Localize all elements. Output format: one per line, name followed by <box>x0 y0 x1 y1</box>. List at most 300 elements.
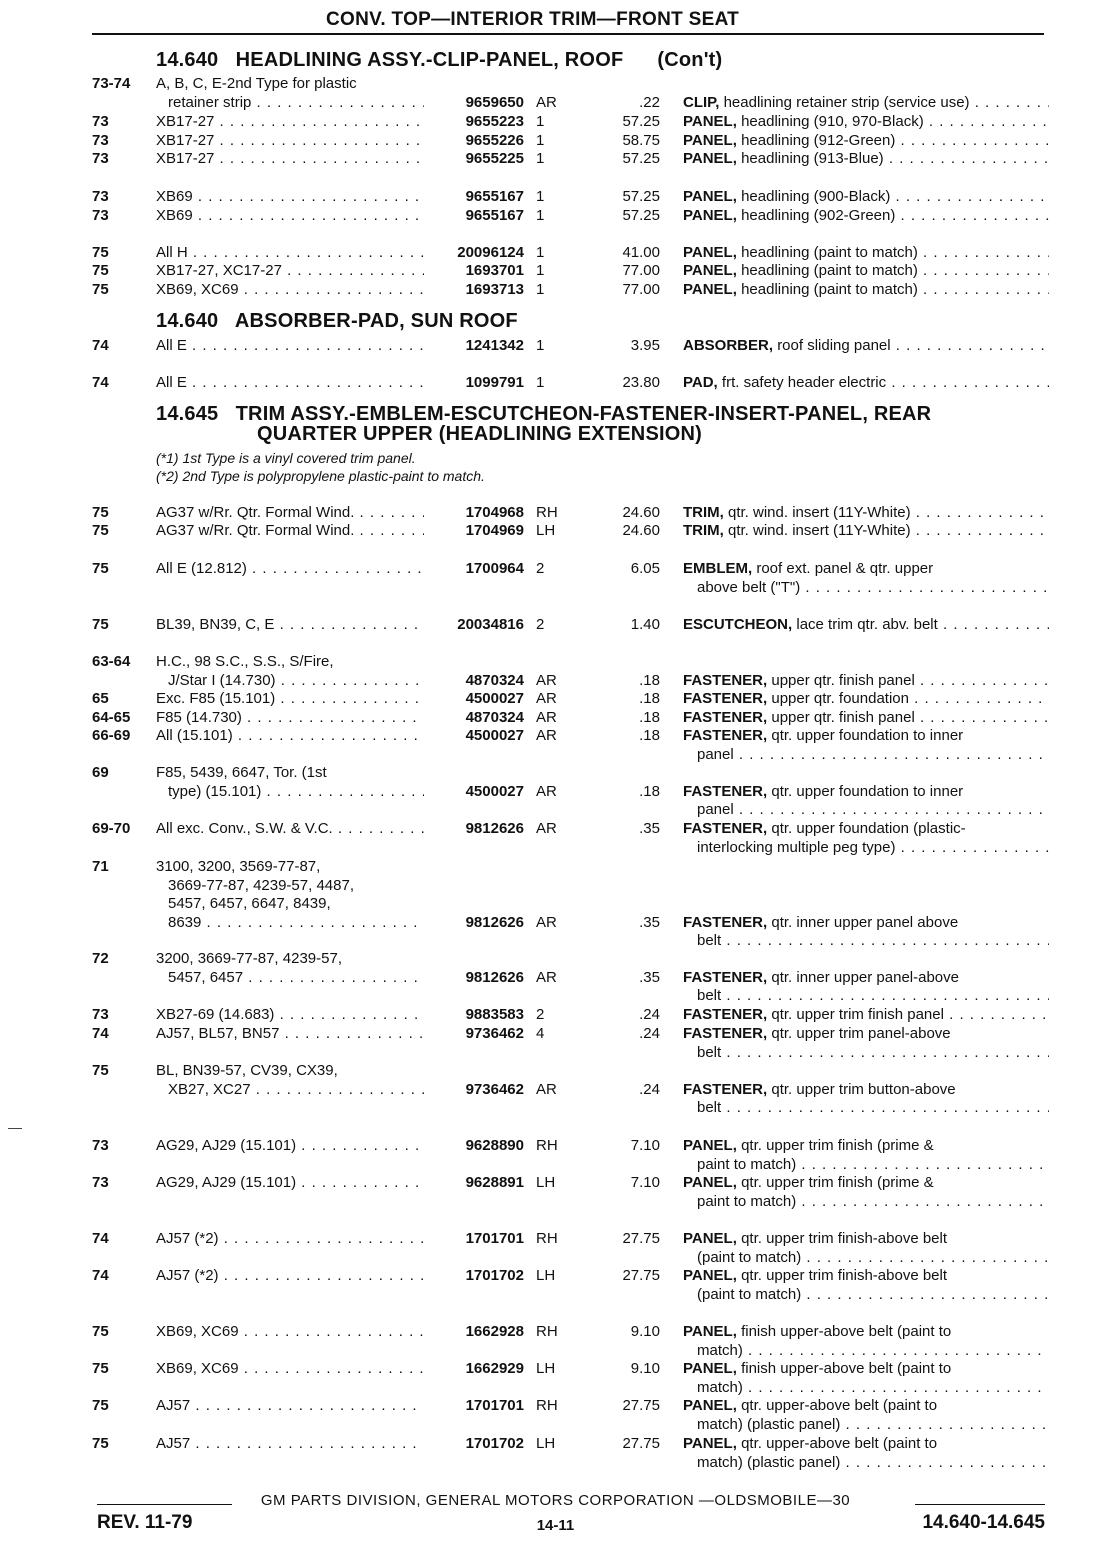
description-line <box>683 1193 1049 1212</box>
price: 3.95 <box>630 337 660 354</box>
description-line <box>683 709 1049 728</box>
part-description <box>683 1360 1049 1397</box>
description-line <box>683 1137 1049 1156</box>
part-name: FASTENER, <box>683 968 768 986</box>
header-rule <box>92 33 1044 35</box>
part-name: PANEL, <box>683 1323 737 1340</box>
year-range: 73 <box>92 150 109 167</box>
description-line <box>683 801 1049 820</box>
description-text: headlining (900-Black) <box>741 188 891 205</box>
margin-mark <box>8 1128 22 1129</box>
part-number: 9655226 <box>465 132 524 149</box>
model-application <box>156 1397 424 1416</box>
model-line: AJ57 (*2) . . . <box>156 1230 424 1249</box>
year-range: 73 <box>92 207 109 224</box>
model-application <box>156 132 424 151</box>
price: 57.25 <box>622 188 660 205</box>
part-number: 9812626 <box>465 968 524 986</box>
year-range: 75 <box>92 522 109 539</box>
description-text: panel <box>697 745 734 763</box>
model-line: All H . . . <box>156 244 424 263</box>
description-text: headlining (paint to match) <box>741 281 918 298</box>
part-description <box>683 337 1049 356</box>
model-application <box>156 820 424 839</box>
model-line: All E . . . <box>156 337 424 356</box>
year-range: 74 <box>92 1230 109 1247</box>
year-range: 73 <box>92 188 109 205</box>
part-description <box>683 262 1049 281</box>
description-line <box>683 337 1049 356</box>
description-line <box>683 1081 1049 1100</box>
description-text: interlocking multiple peg type) <box>697 838 896 856</box>
description-text: finish upper-above belt (paint to <box>741 1360 952 1377</box>
part-number: 1701702 <box>465 1267 524 1284</box>
description-line <box>683 1360 1049 1379</box>
part-name: PANEL, <box>683 188 737 205</box>
model-application <box>156 560 424 579</box>
part-number: 9628891 <box>465 1174 524 1191</box>
year-range: 73 <box>92 1137 109 1154</box>
price: 57.25 <box>622 207 660 224</box>
part-description <box>683 1397 1049 1434</box>
description-line <box>683 839 1049 858</box>
part-description <box>683 1081 1049 1118</box>
model-line: 5457, 6457, 6647, 8439, <box>168 895 331 912</box>
part-number: 9655167 <box>465 188 524 205</box>
description-line <box>683 281 1049 300</box>
description-text: panel <box>697 801 734 818</box>
description-line <box>683 1249 1049 1268</box>
part-name: PANEL, <box>683 1267 737 1284</box>
model-application <box>156 1062 424 1099</box>
part-name: PANEL, <box>683 262 737 279</box>
part-name: TRIM, <box>683 504 724 521</box>
part-number: 20096124 <box>457 244 524 261</box>
description-text: upper qtr. finish panel <box>771 671 915 689</box>
year-range: 75 <box>92 281 109 298</box>
description-line <box>683 244 1049 263</box>
description-line <box>683 1230 1049 1249</box>
year-range: 75 <box>92 504 109 521</box>
part-name: EMBLEM, <box>683 560 753 577</box>
quantity: AR <box>536 727 557 744</box>
part-number: 9812626 <box>465 820 524 837</box>
price: 6.05 <box>630 560 660 577</box>
model-application <box>156 616 424 635</box>
part-name: ABSORBER, <box>683 337 774 354</box>
part-number: 9628890 <box>465 1137 524 1154</box>
description-line <box>683 1099 1049 1118</box>
year-range: 75 <box>92 1397 109 1414</box>
part-name: ESCUTCHEON, <box>683 616 793 633</box>
model-line: AJ57, BL57, BN57 . . . <box>156 1025 424 1044</box>
part-name: CLIP, <box>683 93 720 111</box>
price: .24 <box>639 1006 660 1023</box>
year-range: 73-74 <box>92 75 131 92</box>
price: 9.10 <box>630 1323 660 1340</box>
year-range: 75 <box>92 560 109 577</box>
year-range: 73 <box>92 1174 109 1191</box>
model-line: 3669-77-87, 4239-57, 4487, <box>168 876 354 894</box>
description-line <box>683 690 1049 709</box>
description-text: qtr. upper foundation to inner <box>771 727 964 744</box>
description-line <box>683 1286 1049 1305</box>
price: 57.25 <box>622 113 660 130</box>
part-description <box>683 727 1049 764</box>
part-description <box>683 690 1049 709</box>
part-name: FASTENER, <box>683 820 768 837</box>
description-text: headlining (912-Green) <box>741 132 896 149</box>
model-application <box>156 150 424 169</box>
part-number: 4870324 <box>465 671 524 689</box>
part-number: 1700964 <box>465 560 524 577</box>
description-line <box>683 1006 1049 1025</box>
model-line: BL, BN39-57, CV39, CX39, <box>156 1062 338 1079</box>
model-line: All E . . . <box>156 374 424 393</box>
description-line <box>683 914 1049 933</box>
description-text: (paint to match) <box>697 1248 802 1266</box>
part-description <box>683 1435 1049 1472</box>
description-line <box>683 616 1049 635</box>
part-description <box>683 969 1049 1006</box>
quantity: 1 <box>536 113 545 130</box>
price: 58.75 <box>622 132 660 149</box>
footer-page-number: 14-11 <box>536 1517 575 1534</box>
model-application <box>156 1025 424 1044</box>
quantity: RH <box>536 1137 558 1154</box>
quantity: AR <box>536 709 557 726</box>
description-text: belt <box>697 932 722 949</box>
quantity: 1 <box>536 374 545 391</box>
part-number: 9659650 <box>465 93 524 111</box>
description-text: above belt ("T") <box>697 578 801 596</box>
part-description <box>683 207 1049 226</box>
part-name: PANEL, <box>683 281 737 298</box>
description-line <box>683 1323 1049 1342</box>
year-range: 74 <box>92 1025 109 1042</box>
description-text: belt <box>697 1043 722 1061</box>
price: .18 <box>639 671 660 689</box>
description-line <box>683 188 1049 207</box>
description-text: finish upper-above belt (paint to <box>741 1323 952 1340</box>
description-line <box>683 783 1049 802</box>
page-header-title: CONV. TOP—INTERIOR TRIM—FRONT SEAT <box>326 9 740 30</box>
description-line <box>683 1416 1049 1435</box>
part-name: PANEL, <box>683 1230 737 1247</box>
description-text: qtr. upper foundation (plastic- <box>771 820 966 837</box>
model-application <box>156 113 424 132</box>
price: .18 <box>639 690 660 707</box>
price: 7.10 <box>630 1174 660 1191</box>
description-text: qtr. upper-above belt (paint to <box>741 1397 938 1414</box>
description-text: headlining (913-Blue) <box>741 150 884 167</box>
part-name: PANEL, <box>683 1174 737 1191</box>
part-number: 4500027 <box>465 690 524 707</box>
year-range: 74 <box>92 374 109 391</box>
model-application <box>156 1230 424 1249</box>
model-application <box>156 504 424 523</box>
description-text: headlining retainer strip (service use) <box>723 93 970 111</box>
part-description <box>683 113 1049 132</box>
model-application <box>156 727 424 746</box>
section-continued-label: (Con't) <box>657 49 723 71</box>
description-line <box>683 1044 1049 1063</box>
quantity: LH <box>536 1360 556 1377</box>
part-number: 4500027 <box>465 727 524 744</box>
model-application <box>156 1360 424 1379</box>
model-line: All exc. Conv., S.W. & V.C. . . . <box>156 820 424 839</box>
model-application <box>156 522 424 541</box>
footer-section-range: 14.640-14.645 <box>922 1512 1045 1533</box>
description-text: paint to match) <box>697 1192 797 1210</box>
part-name: TRIM, <box>683 522 724 539</box>
model-line: XB17-27 . . . <box>156 132 424 151</box>
year-range: 69-70 <box>92 820 131 837</box>
model-line: 5457, 6457 . . . <box>156 969 424 988</box>
quantity: RH <box>536 1397 558 1414</box>
part-number: 4870324 <box>465 709 524 726</box>
price: 9.10 <box>630 1360 660 1377</box>
quantity: AR <box>536 690 557 707</box>
year-range: 75 <box>92 1323 109 1340</box>
part-name: PANEL, <box>683 1435 737 1452</box>
description-text: qtr. wind. insert (11Y-White) <box>728 504 911 521</box>
description-text: roof ext. panel & qtr. upper <box>756 560 934 577</box>
model-line: XB69 . . . <box>156 207 424 226</box>
quantity: 1 <box>536 337 545 354</box>
description-line <box>683 1025 1049 1044</box>
description-line <box>683 987 1049 1006</box>
description-text: qtr. upper trim panel-above <box>771 1025 951 1042</box>
model-line: XB27, XC27 . . . <box>156 1081 424 1100</box>
section-title-line2: QUARTER UPPER (HEADLINING EXTENSION) <box>257 423 703 445</box>
model-line: F85, 5439, 6647, Tor. (1st <box>156 764 327 781</box>
part-name: FASTENER, <box>683 727 768 744</box>
model-application <box>156 374 424 393</box>
quantity: LH <box>536 1435 556 1452</box>
description-line <box>683 560 1049 579</box>
part-description <box>683 1025 1049 1062</box>
price: 7.10 <box>630 1137 660 1154</box>
description-line <box>683 932 1049 951</box>
year-range: 66-69 <box>92 727 131 744</box>
part-description <box>683 616 1049 635</box>
model-line: BL39, BN39, C, E . . . <box>156 616 424 635</box>
note-2: (*2) 2nd Type is polypropylene plastic-paint to match. <box>156 468 485 484</box>
description-text: qtr. inner upper panel above <box>771 913 959 931</box>
description-line <box>683 1156 1049 1175</box>
part-description <box>683 94 1049 113</box>
part-name: FASTENER, <box>683 782 768 800</box>
model-application <box>156 337 424 356</box>
description-text: frt. safety header electric <box>721 374 887 391</box>
model-line: XB17-27 . . . <box>156 113 424 132</box>
model-application <box>156 690 424 709</box>
part-number: 9736462 <box>465 1025 524 1042</box>
price: 27.75 <box>622 1435 660 1452</box>
part-description <box>683 709 1049 728</box>
part-number: 1662928 <box>465 1323 524 1340</box>
part-name: PANEL, <box>683 150 737 167</box>
quantity: LH <box>536 522 556 539</box>
quantity: AR <box>536 913 557 931</box>
part-name: FASTENER, <box>683 709 768 726</box>
year-range: 73 <box>92 1006 109 1023</box>
price: .18 <box>639 709 660 726</box>
quantity: RH <box>536 1230 558 1247</box>
model-application <box>156 950 424 987</box>
description-line <box>683 672 1049 691</box>
description-text: belt <box>697 987 722 1004</box>
description-line <box>683 262 1049 281</box>
year-range: 75 <box>92 1062 109 1079</box>
description-line <box>683 1267 1049 1286</box>
model-line: XB17-27 . . . <box>156 150 424 169</box>
part-name: FASTENER, <box>683 690 768 707</box>
price: .35 <box>639 820 660 837</box>
model-application <box>156 262 424 281</box>
price: 27.75 <box>622 1267 660 1284</box>
model-line: AJ57 . . . <box>156 1397 424 1416</box>
quantity: LH <box>536 1267 556 1284</box>
model-application <box>156 207 424 226</box>
description-line <box>683 522 1049 541</box>
model-application <box>156 1267 424 1286</box>
model-line: XB69, XC69 . . . <box>156 281 424 300</box>
price: 24.60 <box>622 522 660 539</box>
model-line: XB27-69 (14.683) . . . <box>156 1006 424 1025</box>
part-number: 1701702 <box>465 1435 524 1452</box>
part-description <box>683 1137 1049 1174</box>
quantity: RH <box>536 504 558 521</box>
description-text: qtr. upper trim button-above <box>771 1080 956 1098</box>
price: 23.80 <box>622 374 660 391</box>
section-title-headlining <box>156 50 722 70</box>
section-title-line1: 14.645 TRIM ASSY.-EMBLEM-ESCUTCHEON-FASTENER-INSERT-PANEL, REAR <box>156 403 932 425</box>
quantity: 1 <box>536 207 545 224</box>
quantity: 1 <box>536 281 545 298</box>
model-line: XB69, XC69 . . . <box>156 1360 424 1379</box>
description-line <box>683 1174 1049 1193</box>
description-text: qtr. inner upper panel-above <box>771 968 959 986</box>
quantity: AR <box>536 820 557 837</box>
part-number: 9736462 <box>465 1080 524 1098</box>
note-1: (*1) 1st Type is a vinyl covered trim panel. <box>156 450 416 466</box>
model-application <box>156 188 424 207</box>
part-number: 9655223 <box>465 113 524 130</box>
quantity: AR <box>536 782 557 800</box>
model-line: F85 (14.730) . . . <box>156 709 424 728</box>
part-description <box>683 132 1049 151</box>
description-text: upper qtr. finish panel <box>771 709 915 726</box>
part-number: 1704969 <box>465 522 524 539</box>
quantity: AR <box>536 968 557 986</box>
year-range: 75 <box>92 1360 109 1377</box>
year-range: 74 <box>92 1267 109 1284</box>
model-application <box>156 75 424 112</box>
description-line <box>683 504 1049 523</box>
part-description <box>683 281 1049 300</box>
quantity: LH <box>536 1174 556 1191</box>
description-line <box>683 1342 1049 1361</box>
part-name: PANEL, <box>683 244 737 261</box>
part-number: 1704968 <box>465 504 524 521</box>
year-range: 74 <box>92 337 109 354</box>
model-line: AG37 w/Rr. Qtr. Formal Wind. . . . <box>156 504 424 523</box>
model-line: All (15.101) . . . <box>156 727 424 746</box>
year-range: 65 <box>92 690 109 707</box>
description-line <box>683 1379 1049 1398</box>
price: .35 <box>639 913 660 931</box>
part-name: PANEL, <box>683 1397 737 1414</box>
description-text: qtr. upper foundation to inner <box>771 782 964 800</box>
model-line: AG29, AJ29 (15.101) . . . <box>156 1137 424 1156</box>
part-description <box>683 1006 1049 1025</box>
part-description <box>683 374 1049 393</box>
description-text: headlining (910, 970-Black) <box>741 113 924 130</box>
model-application <box>156 764 424 801</box>
quantity: 4 <box>536 1025 545 1042</box>
part-description <box>683 504 1049 523</box>
section-title-absorber <box>156 311 518 331</box>
year-range: 72 <box>92 950 109 967</box>
model-line: All E (12.812) . . . <box>156 560 424 579</box>
model-line: 3200, 3669-77-87, 4239-57, <box>156 950 342 967</box>
description-line <box>683 207 1049 226</box>
price: 27.75 <box>622 1397 660 1414</box>
part-name: PANEL, <box>683 113 737 130</box>
part-name: FASTENER, <box>683 1006 768 1023</box>
model-line: Exc. F85 (15.101) . . . <box>156 690 424 709</box>
part-name: PANEL, <box>683 207 737 224</box>
part-number: 1701701 <box>465 1397 524 1414</box>
part-description <box>683 560 1049 597</box>
part-name: FASTENER, <box>683 913 768 931</box>
price: .18 <box>639 727 660 744</box>
model-line: XB17-27, XC17-27 . . . <box>156 262 424 281</box>
description-text: (paint to match) <box>697 1285 802 1303</box>
description-text: headlining (paint to match) <box>741 262 918 279</box>
model-line: AJ57 . . . <box>156 1435 424 1454</box>
model-line: H.C., 98 S.C., S.S., S/Fire, <box>156 653 334 670</box>
description-line <box>683 113 1049 132</box>
model-line: type) (15.101) . . . <box>156 783 424 802</box>
description-text: qtr. upper trim finish panel <box>771 1006 944 1023</box>
description-line <box>683 374 1049 393</box>
description-text: match) <box>697 1341 743 1359</box>
part-number: 20034816 <box>457 616 524 633</box>
price: 24.60 <box>622 504 660 521</box>
price: 77.00 <box>622 281 660 298</box>
model-line: XB69 . . . <box>156 188 424 207</box>
year-range: 75 <box>92 1435 109 1452</box>
quantity: 2 <box>536 1006 545 1023</box>
part-name: PANEL, <box>683 1137 737 1154</box>
model-application <box>156 653 424 690</box>
model-application <box>156 858 424 932</box>
year-range: 69 <box>92 764 109 781</box>
description-text: qtr. upper trim finish (prime & <box>741 1174 934 1191</box>
model-application <box>156 1323 424 1342</box>
part-name: PAD, <box>683 374 718 391</box>
section-title-text: 14.640 ABSORBER-PAD, SUN ROOF <box>156 310 518 332</box>
model-application <box>156 709 424 728</box>
model-line: AJ57 (*2) . . . <box>156 1267 424 1286</box>
part-name: FASTENER, <box>683 1080 768 1098</box>
description-text: lace trim qtr. abv. belt <box>796 616 938 633</box>
quantity: 2 <box>536 560 545 577</box>
price: .22 <box>639 93 660 111</box>
